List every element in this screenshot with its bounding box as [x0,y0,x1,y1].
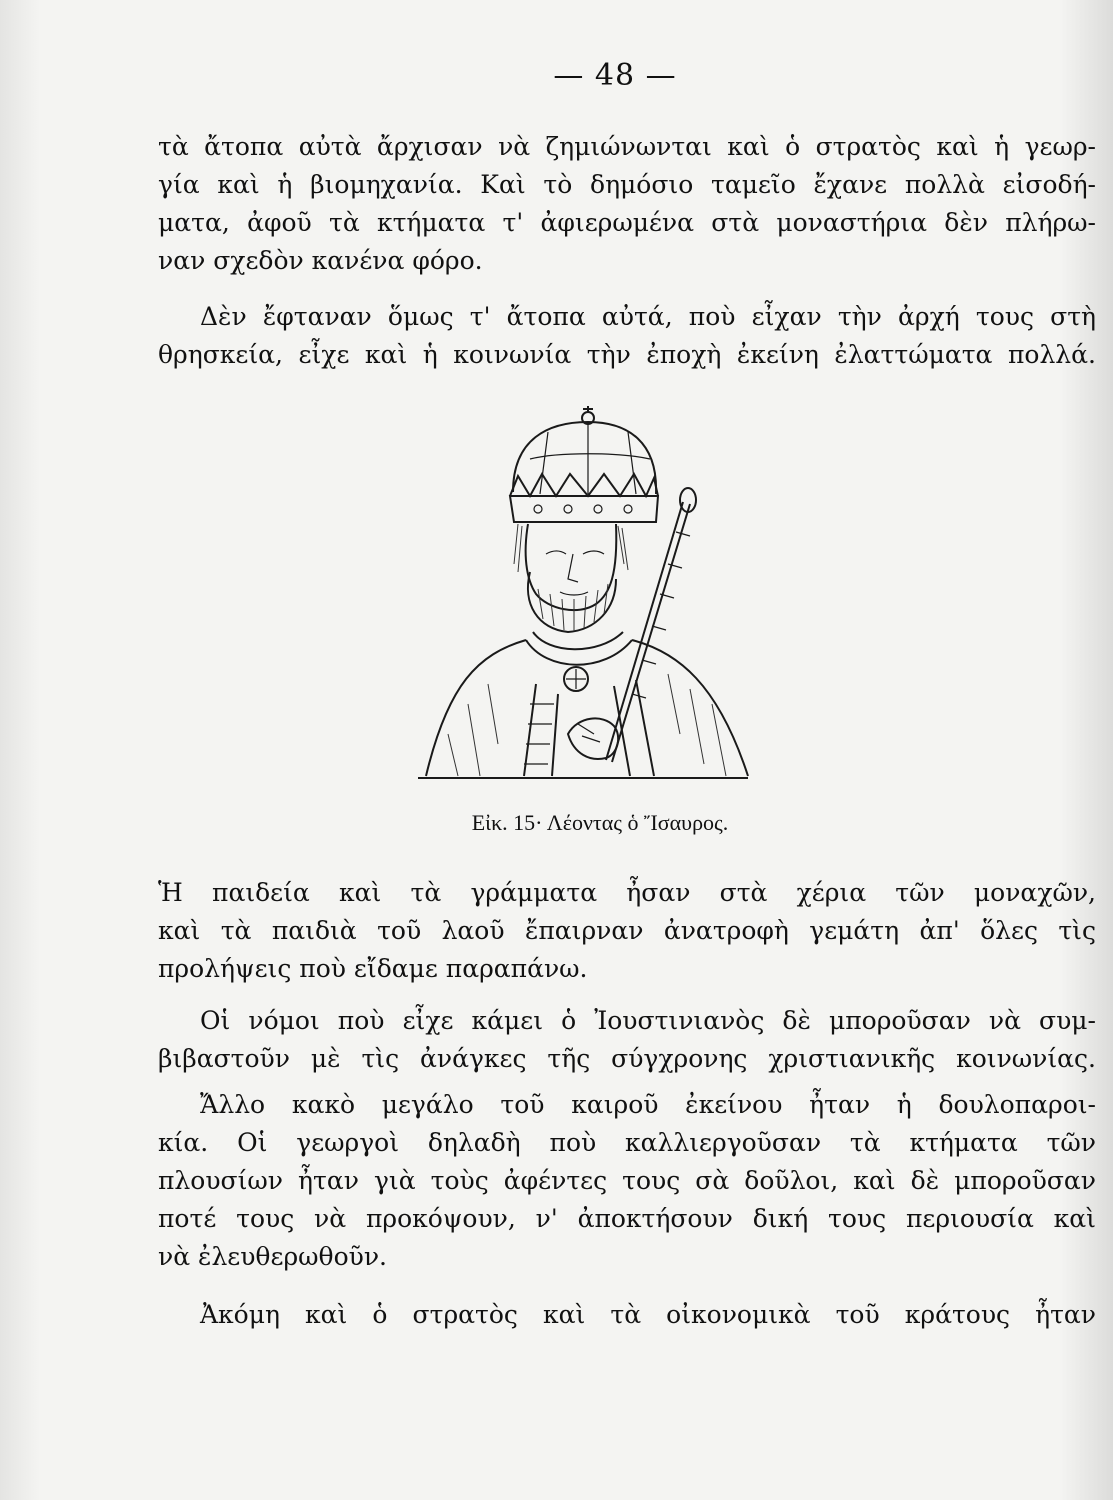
text-line: γία καὶ ἡ βιομηχανία. Καὶ τὸ δημόσιο ταμεῖο ἔχανε πολλὰ εἰσοδή- [158,170,1096,199]
text-line: κία. Οἱ γεωργοὶ δηλαδὴ ποὺ καλλιεργοῦσαν τὰ κτήματα τῶν [158,1128,1096,1157]
text-line: Ἡ παιδεία καὶ τὰ γράμματα ἦσαν στὰ χέρια τῶν μοναχῶν, [158,878,1096,907]
page-number: — 48 — [553,58,677,93]
paragraph-5 [158,1086,1096,1276]
text-line: νὰ ἐλευθερωθοῦν. [158,1242,387,1271]
text-line: πλουσίων ἦταν γιὰ τοὺς ἀφέντες τους σὰ δοῦλοι, καὶ δὲ μποροῦσαν [158,1166,1096,1195]
text-line: Ἄλλο κακὸ μεγάλο τοῦ καιροῦ ἐκείνου ἦταν ἡ δουλοπαροι- [200,1090,1096,1119]
figure-caption: Εἰκ. 15· Λέοντας ὁ Ἴσαυρος. [471,810,729,835]
paragraph-6 [158,1296,1096,1334]
text-line: ναν σχεδὸν κανένα φόρο. [158,246,483,275]
text-line: Ἀκόμη καὶ ὁ στρατὸς καὶ τὰ οἰκονομικὰ τοῦ κράτους ἦταν [200,1300,1096,1329]
paragraph-1 [158,128,1096,280]
text-line: βιβαστοῦν μὲ τὶς ἀνάγκες τῆς σύγχρονης χριστιανικῆς κοινωνίας. [158,1044,1096,1073]
text-line: ποτέ τους νὰ προκόψουν, ν' ἀποκτήσουν δική τους περιουσία καὶ [158,1204,1096,1233]
text-line: καὶ τὰ παιδιὰ τοῦ λαοῦ ἔπαιρναν ἀνατροφὴ γεμάτη ἀπ' ὅλες τὶς [158,916,1096,945]
emperor-portrait-icon [418,404,758,784]
text-line: προλήψεις ποὺ εἴδαμε παραπάνω. [158,954,588,983]
paragraph-3 [158,874,1096,988]
text-line: Οἱ νόμοι ποὺ εἶχε κάμει ὁ Ἰουστινιανὸς δὲ μποροῦσαν νὰ συμ- [200,1006,1096,1035]
engraving-illustration [418,404,758,784]
text-line: ματα, ἀφοῦ τὰ κτήματα τ' ἀφιερωμένα στὰ μοναστήρια δὲν πλήρω- [158,208,1096,237]
paragraph-4 [158,1002,1096,1078]
text-line: Δὲν ἔφταναν ὅμως τ' ἄτοπα αὐτά, ποὺ εἶχαν τὴν ἀρχή τους στὴ [200,302,1096,331]
text-line: θρησκεία, εἶχε καὶ ἡ κοινωνία τὴν ἐποχὴ ἐκείνη ἐλαττώματα πολλά. [158,340,1096,369]
text-line: τὰ ἄτοπα αὐτὰ ἄρχισαν νὰ ζημιώνωνται καὶ ὁ στρατὸς καὶ ἡ γεωρ- [158,132,1096,161]
paragraph-2 [158,298,1096,374]
